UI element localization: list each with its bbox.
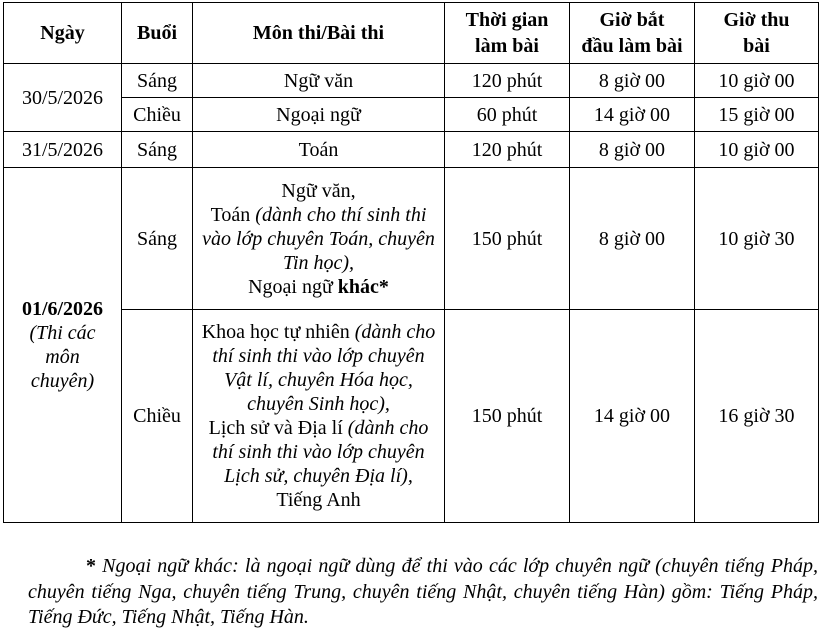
date-note-line3: chuyên): [30, 370, 95, 392]
session-cell: Sáng: [122, 168, 193, 310]
subject-part: Ngoại ngữ: [248, 275, 338, 298]
end-time-cell: 10 giờ 00: [695, 132, 819, 168]
start-time-cell: 14 giờ 00: [570, 310, 695, 523]
end-time-cell: 15 giờ 00: [695, 98, 819, 132]
header-duration: [445, 3, 570, 64]
table-row: [4, 310, 819, 523]
session-cell: Chiều: [122, 310, 193, 523]
subject-cell: [193, 168, 445, 310]
subject-part: Khoa học tự nhiên: [201, 321, 355, 343]
subject-footnote-mark: khác*: [337, 275, 389, 298]
subject-cell: Ngữ văn: [193, 64, 445, 98]
session-cell: Chiều: [122, 98, 193, 132]
header-end-line2: bài: [743, 35, 770, 57]
header-duration-line2: làm bài: [475, 35, 539, 57]
subject-note: (dành cho thí sinh thi vào lớp chuyên Toán, chuyên Tin học),: [202, 203, 435, 274]
header-subject: Môn thi/Bài thi: [193, 3, 445, 64]
header-start-time: [570, 3, 695, 64]
subject-note: (dành cho thí sinh thi vào lớp chuyên Lịch sử, chuyên Địa lí),: [212, 417, 429, 487]
session-cell: Sáng: [122, 64, 193, 98]
subject-cell: Toán: [193, 132, 445, 168]
duration-cell: 150 phút: [445, 168, 570, 310]
header-start-line2: đầu làm bài: [581, 35, 683, 57]
header-end-line1: Giờ thu: [723, 9, 790, 31]
duration-cell: 120 phút: [445, 132, 570, 168]
header-duration-line1: Thời gian: [465, 9, 549, 31]
footnote-text: Ngoại ngữ khác: là ngoại ngữ dùng để thi vào các lớp chuyên ngữ (chuyên tiếng Pháp, chuyên tiếng Nga, chuyên tiếng Trung, chuyên tiếng Nhật, chuyên tiếng Hàn) gồm: Tiếng Pháp, Tiếng Đức, Tiếng Nhật, Tiếng Hàn.: [28, 555, 818, 628]
date-note-line1: (Thi các: [29, 322, 96, 344]
table-row: [4, 98, 819, 132]
header-row: [4, 3, 819, 64]
start-time-cell: 8 giờ 00: [570, 168, 695, 310]
end-time-cell: 16 giờ 30: [695, 310, 819, 523]
date-value: 01/6/2026: [21, 298, 104, 320]
end-time-cell: 10 giờ 00: [695, 64, 819, 98]
header-session: Buổi: [122, 3, 193, 64]
session-cell: Sáng: [122, 132, 193, 168]
subject-part: Toán: [210, 203, 256, 226]
date-cell: [4, 168, 122, 523]
footnote-star: *: [86, 555, 96, 577]
duration-cell: 150 phút: [445, 310, 570, 523]
table-row: [4, 168, 819, 310]
header-date: Ngày: [4, 3, 122, 64]
start-time-cell: 14 giờ 00: [570, 98, 695, 132]
date-cell: 31/5/2026: [4, 132, 122, 168]
subject-part: Ngữ văn,: [281, 179, 356, 202]
end-time-cell: 10 giờ 30: [695, 168, 819, 310]
date-note-line2: môn: [45, 346, 80, 368]
subject-note: (dành cho thí sinh thi vào lớp chuyên Vật lí, chuyên Hóa học, chuyên Sinh học),: [212, 321, 436, 415]
subject-part: Tiếng Anh: [276, 489, 361, 511]
table-row: [4, 132, 819, 168]
duration-cell: 120 phút: [445, 64, 570, 98]
start-time-cell: 8 giờ 00: [570, 64, 695, 98]
subject-part: Lịch sử và Địa lí: [208, 417, 348, 439]
date-cell: 30/5/2026: [4, 64, 122, 132]
footnote: [28, 554, 818, 631]
subject-cell: [193, 310, 445, 523]
duration-cell: 60 phút: [445, 98, 570, 132]
exam-schedule-table: [3, 2, 819, 523]
table-row: [4, 64, 819, 98]
start-time-cell: 8 giờ 00: [570, 132, 695, 168]
header-start-line1: Giờ bắt: [599, 9, 665, 31]
subject-cell: Ngoại ngữ: [193, 98, 445, 132]
header-end-time: [695, 3, 819, 64]
